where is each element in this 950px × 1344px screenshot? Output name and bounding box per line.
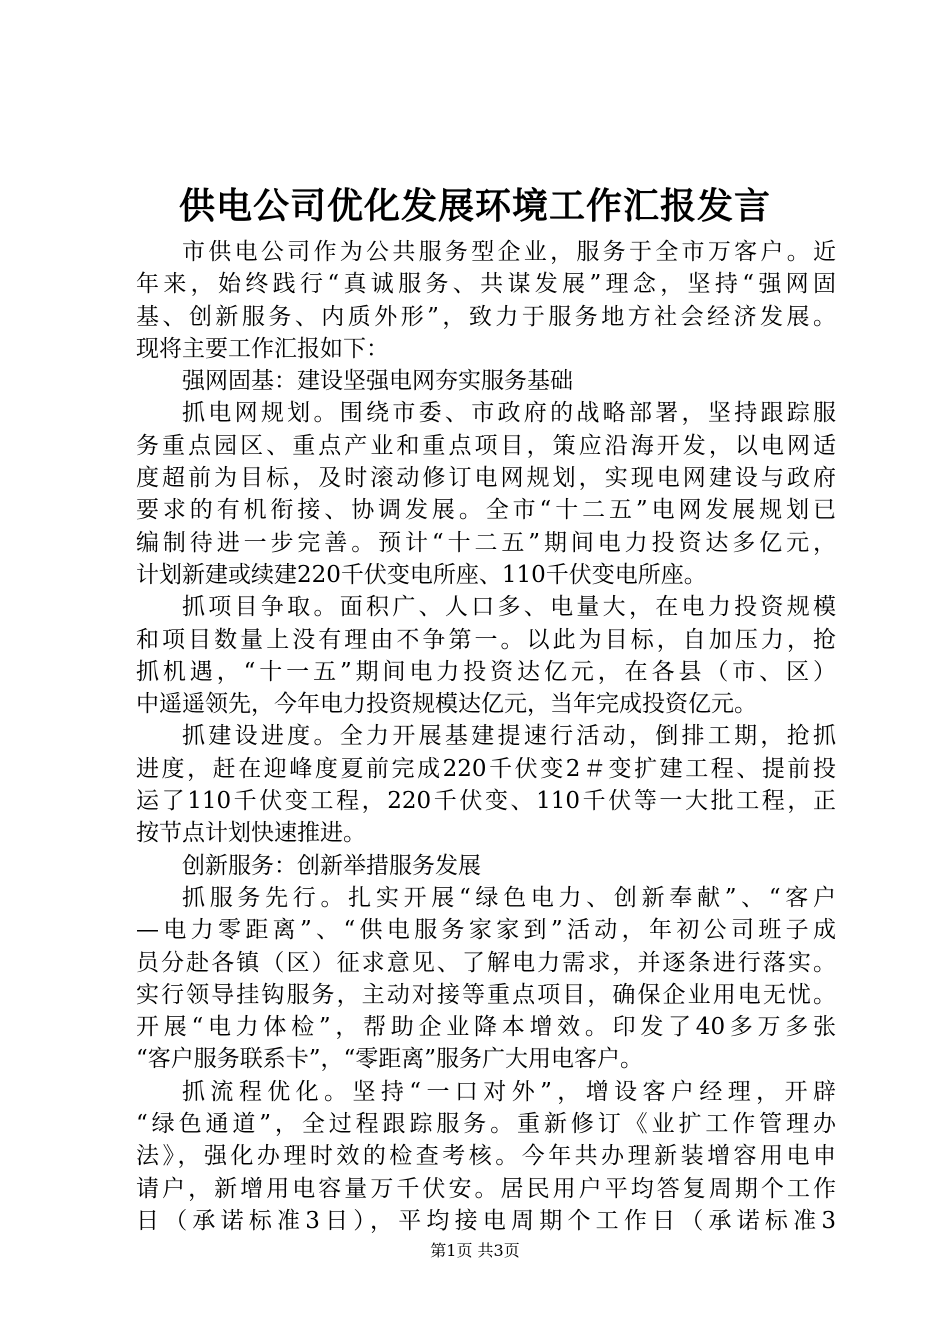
paragraph-line: 进度，赶在迎峰度夏前完成220千伏变2＃变扩建工程、提前投 bbox=[136, 755, 836, 782]
paragraph-line: 现将主要工作汇报如下： bbox=[136, 335, 389, 362]
paragraph-line: 抓项目争取。面积广、人口多、电量大，在电力投资规模 bbox=[182, 594, 836, 621]
paragraph-line: 请户，新增用电容量万千伏安。居民用户平均答复周期个工作 bbox=[136, 1175, 836, 1202]
paragraph-line: 运了110千伏变工程，220千伏变、110千伏等一大批工程，正 bbox=[136, 788, 836, 815]
paragraph-line: 务重点园区、重点产业和重点项目，策应沿海开发，以电网适 bbox=[136, 432, 836, 459]
paragraph-line: 员分赴各镇（区）征求意见、了解电力需求，并逐条进行落实。 bbox=[136, 949, 836, 976]
paragraph-line: 中遥遥领先，今年电力投资规模达亿元，当年完成投资亿元。 bbox=[136, 691, 757, 718]
section-heading-line: 创新服务：创新举措服务发展 bbox=[182, 852, 481, 879]
paragraph-line: 抓流程优化。坚持“一口对外”，增设客户经理，开辟 bbox=[182, 1078, 836, 1105]
section-heading-line: 强网固基：建设坚强电网夯实服务基础 bbox=[182, 368, 573, 395]
document-body bbox=[136, 236, 836, 1237]
paragraph-line: 开展“电力体检”，帮助企业降本增效。印发了40多万多张 bbox=[136, 1014, 836, 1041]
paragraph-line: 按节点计划快速推进。 bbox=[136, 820, 366, 847]
paragraph-line: 计划新建或续建220千伏变电所座、110千伏变电所座。 bbox=[136, 561, 707, 588]
paragraph-line: 和项目数量上没有理由不争第一。以此为目标，自加压力，抢 bbox=[136, 626, 836, 653]
paragraph-line: “绿色通道”，全过程跟踪服务。重新修订《业扩工作管理办 bbox=[136, 1111, 836, 1138]
paragraph-line: 抓服务先行。扎实开展“绿色电力、创新奉献”、“客户 bbox=[182, 884, 836, 911]
paragraph-line: 基、创新服务、内质外形”，致力于服务地方社会经济发展。 bbox=[136, 303, 836, 330]
paragraph-line: 抓建设进度。全力开展基建提速行活动，倒排工期，抢抓 bbox=[182, 723, 836, 750]
paragraph-line: 日（承诺标准3日），平均接电周期个工作日（承诺标准3 bbox=[136, 1207, 836, 1234]
document-title: 供电公司优化发展环境工作汇报发言 bbox=[178, 185, 771, 227]
paragraph-line: 年来，始终践行“真诚服务、共谋发展”理念，坚持“强网固 bbox=[136, 271, 836, 298]
page-footer: 第1页 共3页 bbox=[430, 1241, 520, 1260]
paragraph-line: 抓机遇，“十一五”期间电力投资达亿元，在各县（市、区） bbox=[136, 658, 836, 685]
paragraph-line: 实行领导挂钩服务，主动对接等重点项目，确保企业用电无忧。 bbox=[136, 981, 836, 1008]
paragraph-line: —电力零距离”、“供电服务家家到”活动，年初公司班子成 bbox=[136, 917, 836, 944]
paragraph-line: 抓电网规划。围绕市委、市政府的战略部署，坚持跟踪服 bbox=[182, 400, 836, 427]
paragraph-line: 市供电公司作为公共服务型企业，服务于全市万客户。近 bbox=[182, 239, 836, 265]
paragraph-line: 要求的有机衔接、协调发展。全市“十二五”电网发展规划已 bbox=[136, 497, 836, 524]
paragraph-line: “客户服务联系卡”，“零距离”服务广大用电客户。 bbox=[136, 1046, 644, 1073]
paragraph-line: 度超前为目标，及时滚动修订电网规划，实现电网建设与政府 bbox=[136, 465, 836, 492]
paragraph-line: 法》，强化办理时效的检查考核。今年共办理新装增容用电申 bbox=[136, 1143, 836, 1170]
paragraph-line: 编制待进一步完善。预计“十二五”期间电力投资达多亿元， bbox=[136, 529, 836, 556]
